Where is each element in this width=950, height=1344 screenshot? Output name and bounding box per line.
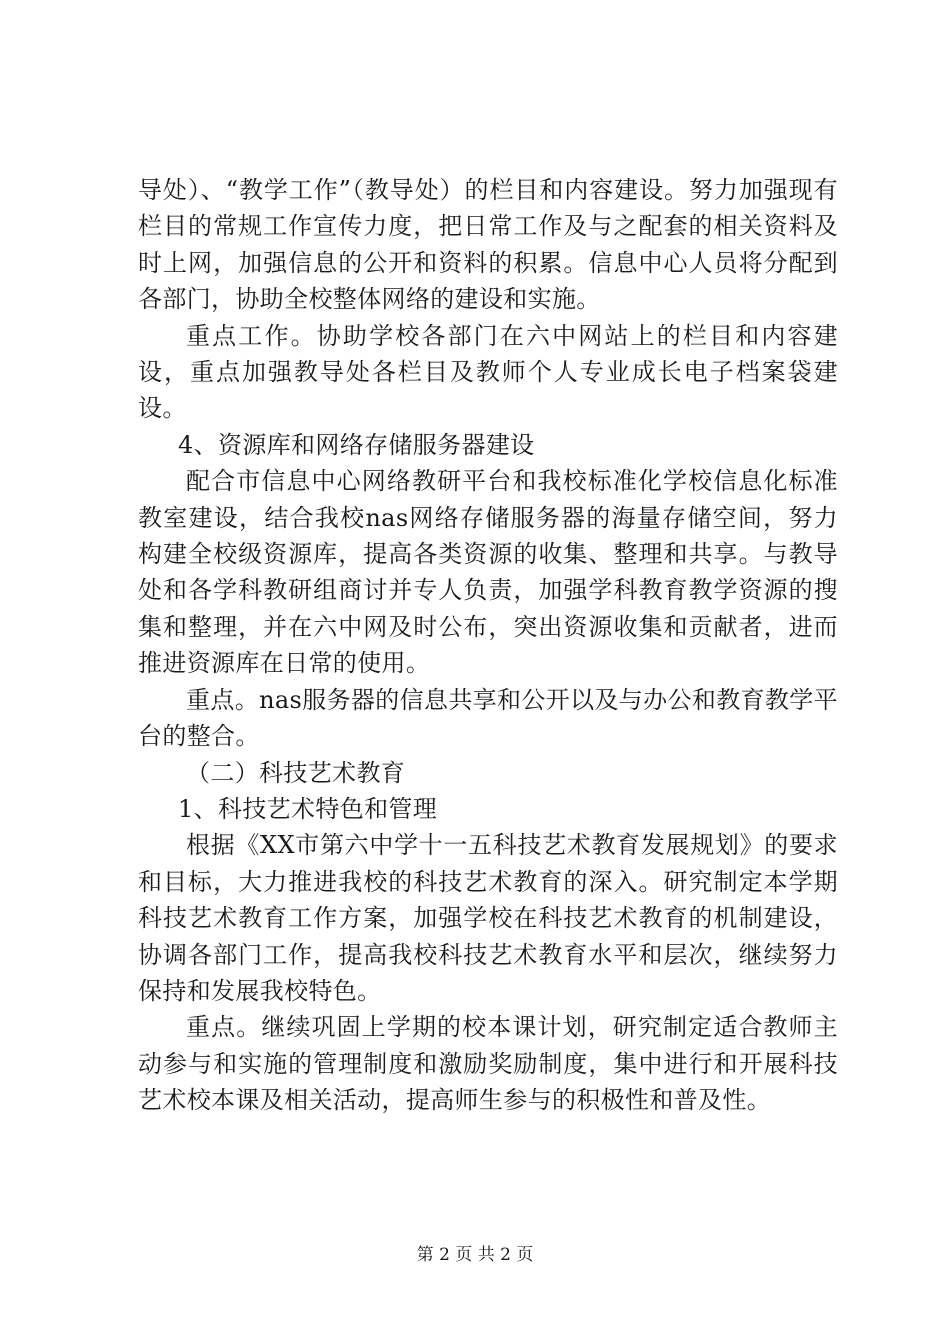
- subsection-heading-tech-art-management: 1、科技艺术特色和管理: [178, 794, 438, 823]
- paragraph-key-work: 重点工作。协助学校各部门在六中网站上的栏目和内容建设，重点加强教导处各栏目及教师个人专业成长电子档案袋建设。: [138, 321, 838, 423]
- paragraph-resource-library: 配合市信息中心网络教研平台和我校标准化学校信息化标准教室建设，结合我校nas网络存储服务器的海量存储空间，努力构建全校级资源库，提高各类资源的收集、整理和共享。与教导处和各学科教研组商讨并专人负责，加强学科教育教学资源的搜集和整理，并在六中网及时公布，突出资源收集和贡献者，进而推进资源库在日常的使用。: [138, 467, 838, 678]
- page-footer: 第 2 页 共 2 页: [416, 1245, 534, 1265]
- section-heading-resource-library: 4、资源库和网络存储服务器建设: [178, 430, 535, 459]
- paragraph-tech-art-plan: 根据《XX市第六中学十一五科技艺术教育发展规划》的要求和目标，大力推进我校的科技艺术教育的深入。研究制定本学期科技艺术教育工作方案，加强学校在科技艺术教育的机制建设，协调各部门工作，提高我校科技艺术教育水平和层次，继续努力保持和发展我校特色。: [138, 831, 838, 1005]
- document-body: [138, 172, 838, 1119]
- paragraph-nas-focus: 重点。nas服务器的信息共享和公开以及与办公和教育教学平台的整合。: [138, 685, 838, 751]
- section-heading-tech-art-education: （二）科技艺术教育: [186, 758, 406, 787]
- paragraph-continued: 导处）、“教学工作”（教导处）的栏目和内容建设。努力加强现有栏目的常规工作宣传力度，把日常工作及与之配套的相关资料及时上网，加强信息的公开和资料的积累。信息中心人员将分配到各部门，协助全校整体网络的建设和实施。: [138, 176, 838, 314]
- paragraph-tech-art-focus: 重点。继续巩固上学期的校本课计划，研究制定适合教师主动参与和实施的管理制度和激励奖励制度，集中进行和开展科技艺术校本课及相关活动，提高师生参与的积极性和普及性。: [138, 1013, 838, 1115]
